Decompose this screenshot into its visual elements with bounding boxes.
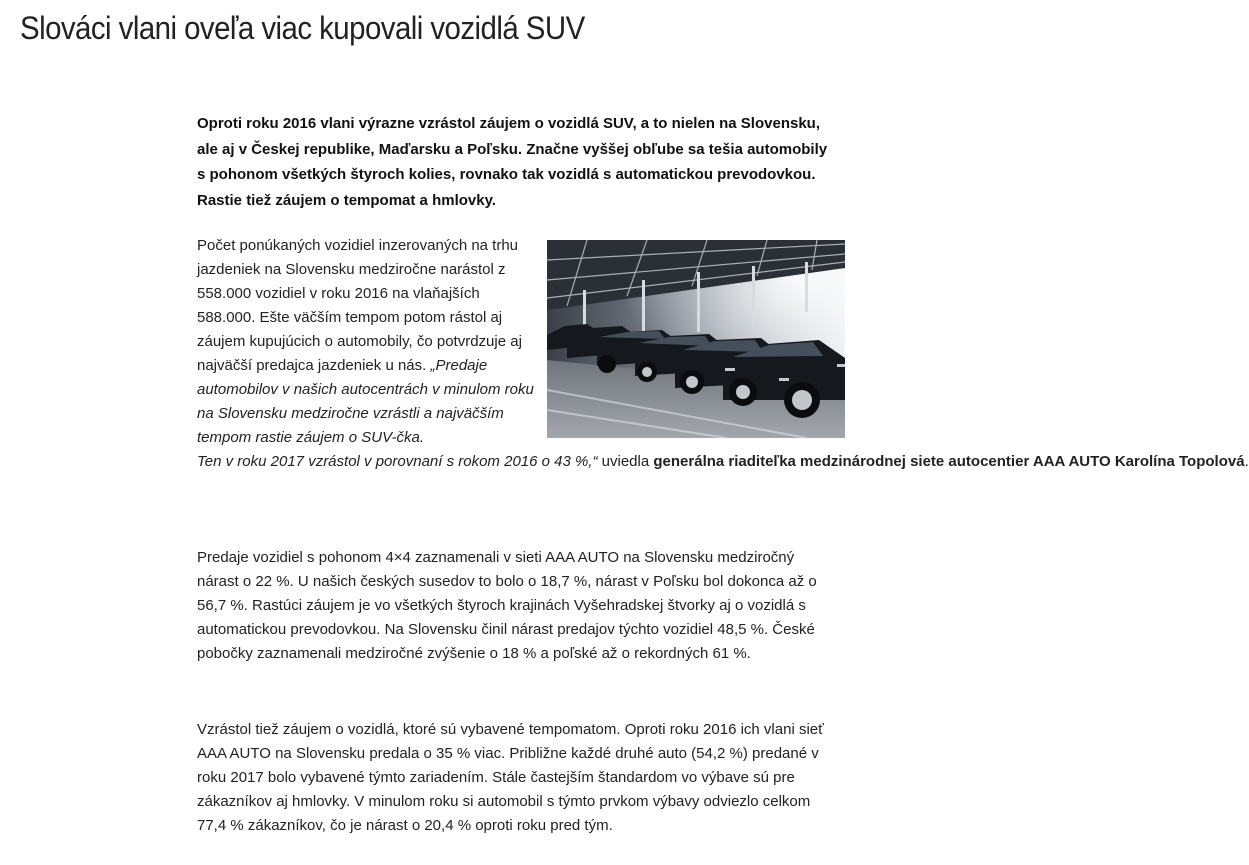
article-lead: Oproti roku 2016 vlani výrazne vzrástol záujem o vozidlá SUV, a to nielen na Slovensku, ale aj v Českej republike, Maďarsku a Poľsku. Značne vyššej obľube sa tešia automobily s pohonom všetkých štyroch kolies, rovnako tak vozidlá s automatickou prevodovkou. Rastie tiež záujem o tempomat a hmlovky. — [197, 115, 828, 209]
article-title: Slováci vlani oveľa viac kupovali vozidlá SUV — [20, 10, 585, 46]
paragraph-cruise-control: Vzrástol tiež záujem o vozidlá, ktoré sú vybavené tempomatom. Oproti roku 2016 ich vlani sieť AAA AUTO na Slovensku predala o 35 % viac. Približne každé druhé auto (54,2 %) predané v roku 2017 bolo vybavené týmto zariadením. Stále častejším štandardom vo výbave sú pre zákazníkov aj hmlovky. V minulom roku si automobil s týmto prvkom výbavy odviezlo celkom 77,4 % zákazníkov, čo je nárast o 20,4 % oproti roku pred tým. — [197, 721, 824, 834]
attribution-verb: uviedla — [597, 453, 654, 470]
paragraph-end: . — [1244, 453, 1249, 470]
paragraph-4x4-sales: Predaje vozidiel s pohonom 4×4 zaznamenali v sieti AAA AUTO na Slovensku medziročný nárast o 22 %. U našich českých susedov to bolo o 18,7 %, nárast v Poľsku bol dokonca až o 56,7 %. Rastúci záujem je vo všetkých štyroch krajinách Vyšehradskej štvorky aj o vozidlá s automatickou prevodovkou. Na Slovensku činil nárast predajov týchto vozidiel 48,5 %. České pobočky zaznamenali medziročné zvýšenie o 18 % a poľské až o rekordných 61 %. — [197, 549, 817, 662]
quote-text: „Predaje automobilov v našich autocentrách v minulom roku na Slovensku medziročne vzrástli a najväčším tempom rastie záujem o SUV-čka. — [197, 357, 534, 446]
quote-continuation-line — [197, 450, 1249, 474]
paragraph-intro-text: Počet ponúkaných vozidiel inzerovaných na trhu jazdeniek na Slovensku medziročne narástol z 558.000 vozidiel v roku 2016 na vlaňajších 588.000. Ešte väčším tempom potom rástol aj záujem kupujúcich o automobily, čo potvrdzuje aj najväčší predajca jazdeniek u nás. — [197, 237, 522, 374]
quote-continuation: Ten v roku 2017 vzrástol v porovnaní s rokom 2016 o 43 %,“ — [197, 453, 598, 470]
parked-cars-photo — [547, 240, 845, 438]
speaker-name: generálna riaditeľka medzinárodnej siete autocentier AAA AUTO Karolína Topolová — [653, 453, 1245, 470]
paragraph-market-growth — [197, 234, 1249, 474]
